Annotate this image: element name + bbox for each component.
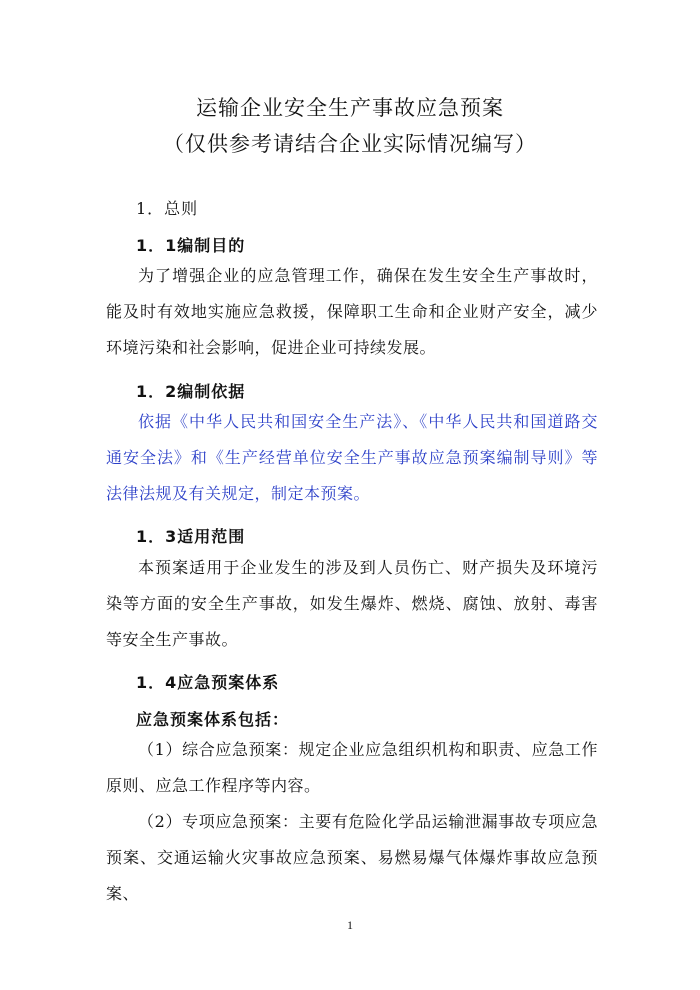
document-title: 运输企业安全生产事故应急预案 (196, 96, 504, 120)
section-heading-basis: 1．2编制依据 (136, 382, 246, 401)
paragraph-scope: 本预案适用于企业发生的涉及到人员伤亡、财产损失及环境污染等方面的安全生产事故，如发生爆炸、燃烧、腐蚀、放射、毒害等安全生产事故。 (106, 558, 598, 649)
section-heading-plan-system: 1．4应急预案体系 (136, 673, 280, 692)
section-heading-purpose: 1．1编制目的 (136, 236, 246, 255)
paragraph-basis: 依据《中华人民共和国安全生产法》、《中华人民共和国道路交通安全法》和《生产经营单位安全生产事故应急预案编制导则》等法律法规及有关规定，制定本预案。 (106, 412, 598, 503)
paragraph-comprehensive-plan: （1）综合应急预案：规定企业应急组织机构和职责、应急工作原则、应急工作程序等内容。 (106, 740, 598, 795)
document-subtitle: （仅供参考请结合企业实际情况编写） (163, 132, 537, 156)
section-heading-scope: 1．3适用范围 (136, 527, 246, 546)
paragraph-purpose: 为了增强企业的应急管理工作，确保在发生安全生产事故时，能及时有效地实施应急救援，保障职工生命和企业财产安全，减少环境污染和社会影响，促进企业可持续发展。 (106, 266, 598, 357)
plan-system-intro: 应急预案体系包括： (136, 710, 290, 729)
section-heading-general: 1．总则 (136, 199, 199, 218)
paragraph-special-plan: （2）专项应急预案：主要有危险化学品运输泄漏事故专项应急预案、交通运输火灾事故应急预案、易燃易爆气体爆炸事故应急预案、 (106, 812, 598, 903)
page-number: 1 (347, 918, 353, 932)
